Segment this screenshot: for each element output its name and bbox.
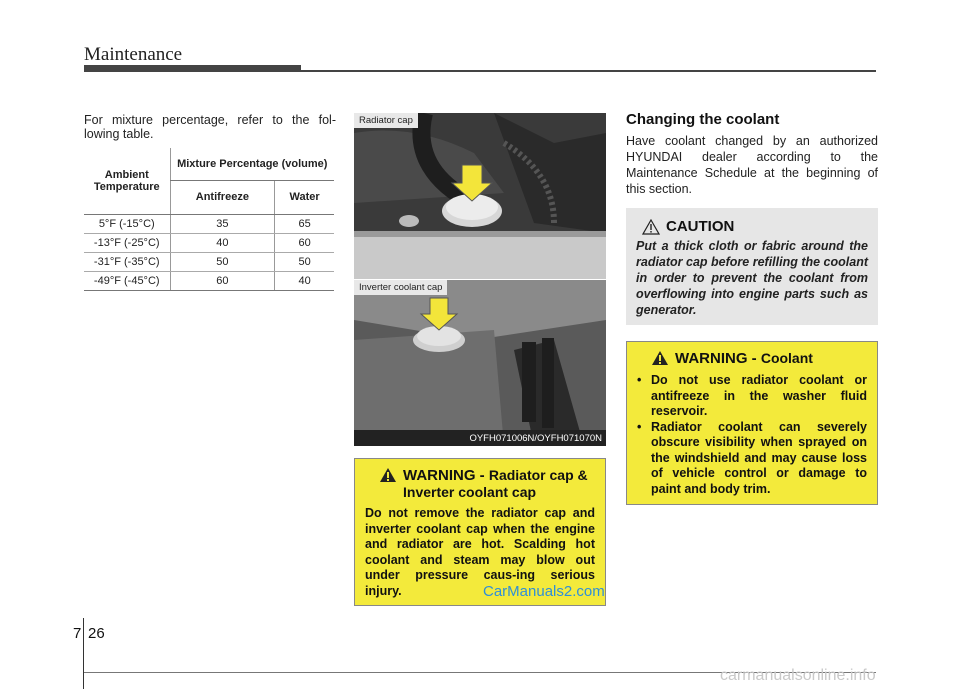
warning-text: Do not remove the radiator cap and inverter coolant cap when the engine and radiator are hot. Scalding hot coolant and steam may blow out under pressure caus-ing serious injury. [365,506,595,598]
warning-prefix: WARNING - [675,350,761,367]
table-row [84,233,334,252]
watermark-text: CarManuals2.com [483,583,605,600]
cell-water: 40 [275,271,334,290]
cell-water: 65 [275,214,334,233]
page-number: 26 [88,625,105,642]
inverter-coolant-cap-photo [354,280,606,446]
cell-temperature: -31°F (-35°C) [84,252,170,271]
mixture-table [84,148,334,291]
warning-list [637,373,867,497]
warning-title: Radiator cap & [488,467,588,483]
cell-temperature: 5°F (-15°C) [84,214,170,233]
header-bar [84,65,301,72]
caution-title: CAUTION [666,218,735,235]
cell-water: 60 [275,233,334,252]
caution-text: Put a thick cloth or fabric around the radiator cap before refilling the coolant in order to prevent the coolant from overflowing into engine parts such as generator. [636,239,868,317]
cell-antifreeze: 40 [170,233,275,252]
header-water: Water [275,180,334,214]
page-header-title: Maintenance [84,44,183,65]
cell-temperature: -13°F (-25°C) [84,233,170,252]
chapter-number: 7 [73,625,82,642]
inverter-bay-illustration [354,280,606,446]
table-row [84,214,334,233]
section-body: Have coolant changed by an authorized HYUNDAI dealer according to the Maintenance Schedule at the beginning of this section. [626,134,878,196]
header-ambient-temperature: Ambient Temperature [84,148,170,214]
list-item: • Do not use radiator coolant or antifreeze in the washer fluid reservoir. [637,373,867,420]
header-mixture-percentage: Mixture Percentage (volume) [170,148,334,180]
site-watermark: carmanualsonline.info [720,667,876,684]
engine-bay-illustration [354,113,606,279]
cell-antifreeze: 35 [170,214,275,233]
cell-temperature: -49°F (-45°C) [84,271,170,290]
warning-triangle-icon [651,350,669,366]
caution-triangle-icon [642,219,660,235]
table-row [84,252,334,271]
cell-antifreeze: 50 [170,252,275,271]
table-row [84,271,334,290]
cell-antifreeze: 60 [170,271,275,290]
header-rule [301,70,876,72]
section-title: Changing the coolant [626,111,780,128]
caution-box [626,208,878,325]
radiator-cap-label: Radiator cap [354,113,418,128]
warning-title-line2: Inverter coolant cap [403,484,537,500]
radiator-cap-photo [354,113,606,279]
warning-prefix: WARNING - [403,467,489,484]
header-antifreeze: Antifreeze [170,180,275,214]
cell-water: 50 [275,252,334,271]
warning-title: Coolant [760,350,813,366]
list-item: • Radiator coolant can severely obscure visibility when sprayed on the windshield and may cause loss of vehicle control or damage to paint and body trim. [637,420,867,498]
page-divider-line [83,618,84,689]
photo-code: OYFH071006N/OYFH071070N [469,433,602,444]
warning-coolant-box [626,341,878,505]
intro-text: For mixture percentage, refer to the fol-lowing table. [84,113,336,141]
inverter-coolant-cap-label: Inverter coolant cap [354,280,447,295]
warning-triangle-icon [379,467,397,483]
